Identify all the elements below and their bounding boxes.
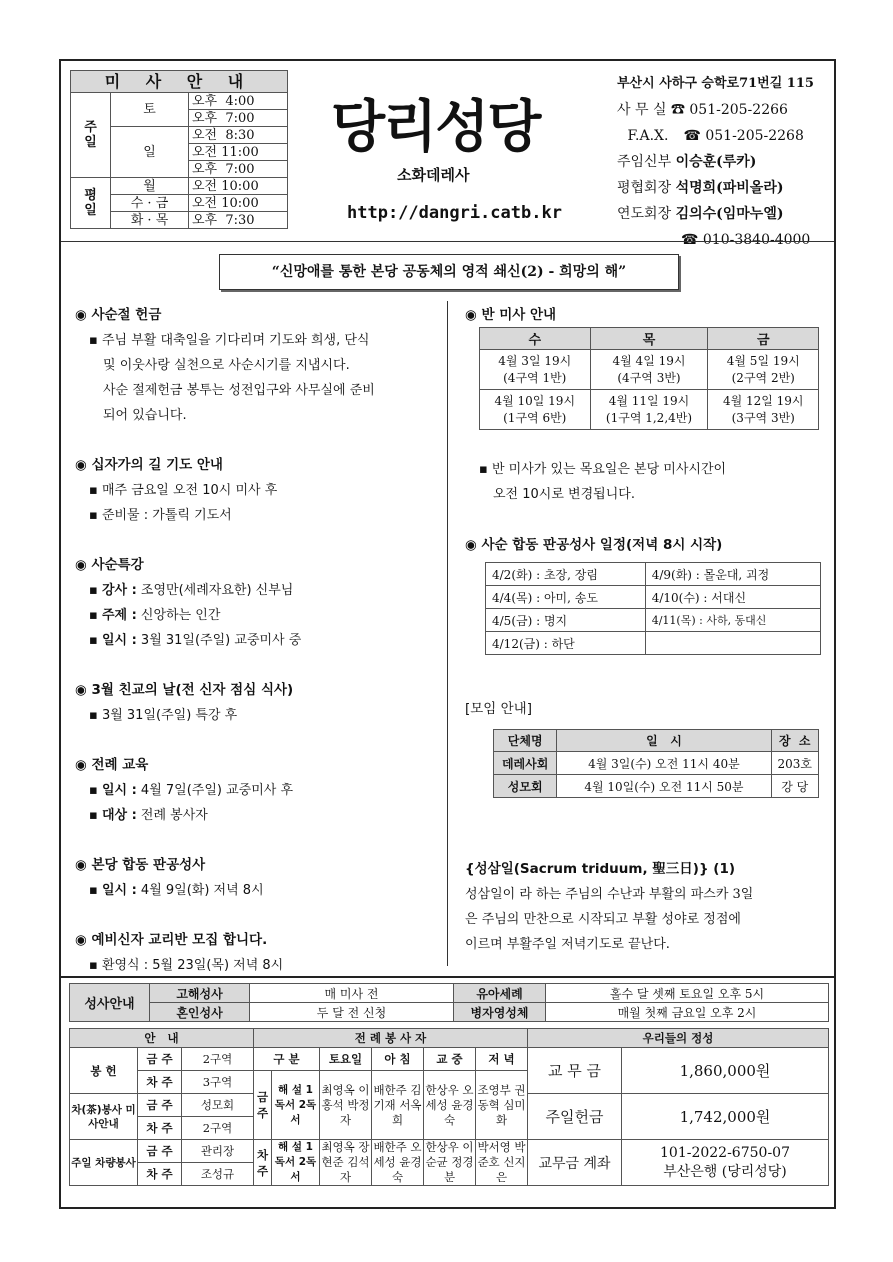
service-col-header: 토요일	[320, 1048, 372, 1071]
fax-phone: ☎ 051-205-2268	[683, 128, 804, 144]
guide-group: 주일 차량봉사	[70, 1140, 138, 1186]
account-number: 101-2022-6750-07	[660, 1144, 790, 1161]
mass-schedule-table	[70, 70, 288, 229]
mass-day: 수 · 금	[111, 195, 189, 212]
account-bank: 부산은행 (당리성당)	[663, 1163, 787, 1180]
penance-schedule-title: ◉ 사순 합동 판공성사 일정(저녁 8시 시작)	[465, 537, 723, 553]
guide-value: 관리장	[182, 1140, 254, 1163]
meeting-title: [모임 안내]	[465, 701, 532, 717]
stations-title: ◉ 십자가의 길 기도 안내	[75, 457, 223, 473]
offering-label: 교 무 금	[528, 1048, 622, 1094]
meeting-header: 장 소	[771, 730, 818, 752]
ban-mass-note: ▪ 반 미사가 있는 목요일은 본당 미사시간이 오전 10시로 변경됩니다.	[479, 462, 727, 502]
sacrament-name: 혼인성사	[150, 1003, 250, 1022]
catechumen-line: ▪ 환영식 : 5월 23일(목) 저녁 8시	[89, 958, 284, 973]
lent-offering-title: ◉ 사순절 헌금	[75, 307, 162, 323]
guide-value: 성모회	[182, 1094, 254, 1117]
service-col-header: 아 침	[372, 1048, 424, 1071]
parish-subtitle: 소화데레사	[397, 166, 470, 184]
mass-time: 오후 7:30	[189, 212, 288, 229]
liturgy-date: ▪ 일시 : 4월 7일(주일) 교중미사 후	[89, 783, 294, 798]
parish-url[interactable]: http://dangri.catb.kr	[347, 203, 562, 223]
mass-time: 오후 4:00	[189, 93, 288, 110]
stations-line: ▪ 매주 금요일 오전 10시 미사 후	[89, 483, 278, 498]
offering-value: 1,742,000원	[622, 1094, 829, 1140]
sacraments-label: 성사안내	[70, 984, 150, 1022]
penance-schedule-cell: 4/4(목) : 아미, 송도	[486, 586, 646, 609]
service-col-header: 구 분	[254, 1048, 320, 1071]
theme-banner: “신망애를 통한 본당 공동체의 영적 쇄신(2) - 희망의 해”	[219, 254, 679, 290]
meeting-place: 203호	[771, 752, 818, 775]
penance-schedule-cell: 4/9(화) : 몰운대, 괴정	[645, 563, 820, 586]
offering-header: 우리들의 정성	[528, 1029, 829, 1048]
guide-group: 차(茶)봉사 미사안내	[70, 1094, 138, 1140]
service-roles: 해 설 1독서 2독서	[272, 1071, 320, 1140]
office-row	[617, 97, 814, 123]
meeting-place: 강 당	[771, 775, 818, 798]
penance-schedule-cell: 4/5(금) : 명지	[486, 609, 646, 632]
sacrament-name: 유아세례	[454, 984, 546, 1003]
penance-schedule-cell: 4/2(화) : 초장, 장림	[486, 563, 646, 586]
guide-week: 차 주	[138, 1117, 182, 1140]
account-label: 교무금 계좌	[528, 1140, 622, 1186]
mass-time: 오전 10:00	[189, 195, 288, 212]
fax-label: F.A.X.	[627, 128, 669, 144]
fax-row	[617, 123, 814, 149]
triduum-title: {성삼일(Sacrum triduum, 聖三日)} (1)	[465, 861, 736, 877]
weekday-label: 평일	[71, 178, 111, 229]
sacrament-info: 매 미사 전	[250, 984, 454, 1003]
service-names: 한상우 이순균 정경분	[425, 1140, 474, 1184]
guide-value: 조성규	[182, 1163, 254, 1186]
meeting-group: 데레사회	[494, 752, 557, 775]
youth-phone: ☎ 010-3840-4000	[681, 232, 811, 248]
lecture-topic: ▪ 주제 : 신앙하는 인간	[89, 608, 221, 623]
sacrament-name: 고해성사	[150, 984, 250, 1003]
offering-value: 1,860,000원	[622, 1048, 829, 1094]
penance-schedule-cell	[645, 632, 820, 655]
ban-mass-cell: 4월 3일 19시 (4구역 1반)	[480, 350, 591, 390]
ban-mass-cell: 4월 12일 19시 (3구역 3반)	[708, 390, 819, 430]
lecture-date: ▪ 일시 : 3월 31일(주일) 교중미사 중	[89, 633, 302, 648]
contact-info	[617, 71, 814, 253]
service-names: 배한주 오세성 윤경숙	[373, 1140, 422, 1184]
mass-day: 화 · 목	[111, 212, 189, 229]
mass-day: 일	[111, 127, 189, 178]
stations-line: ▪ 준비물 : 가톨릭 기도서	[89, 508, 232, 523]
office-phone: ☎ 051-205-2266	[670, 102, 788, 118]
column-divider	[447, 301, 448, 966]
mass-time: 오전 10:00	[189, 178, 288, 195]
priest-label: 주임신부	[617, 154, 672, 170]
mass-time: 오전 8:30	[189, 127, 288, 144]
service-col-header: 저 녁	[476, 1048, 528, 1071]
catechumen-title: ◉ 예비신자 교리반 모집 합니다.	[75, 932, 268, 948]
lent-offering-line: 및 이웃사랑 실천으로 사순시기를 지냅시다.	[103, 358, 350, 373]
left-column	[75, 303, 441, 978]
service-col-header: 교 중	[424, 1048, 476, 1071]
penance-title: ◉ 본당 합동 판공성사	[75, 857, 206, 873]
council-name: 석명희(파비올라)	[675, 180, 784, 196]
youth-name: 김의수(임마누엘)	[675, 206, 784, 222]
sacrament-info: 두 달 전 신청	[250, 1003, 454, 1022]
next-week-label: 차 주	[254, 1140, 272, 1186]
mass-day: 월	[111, 178, 189, 195]
this-week-label: 금 주	[254, 1071, 272, 1140]
service-roles: 해 설 1독서 2독서	[272, 1140, 320, 1186]
penance-date: ▪ 일시 : 4월 9일(화) 저녁 8시	[89, 883, 264, 898]
office-label: 사 무 실	[617, 102, 667, 118]
guide-group: 봉 헌	[70, 1048, 138, 1094]
bottom-table	[69, 1028, 829, 1186]
lecture-title: ◉ 사순특강	[75, 557, 144, 573]
guide-value: 2구역	[182, 1048, 254, 1071]
priest-row	[617, 149, 814, 175]
mass-time: 오후 7:00	[189, 110, 288, 127]
service-names: 최영옥 이홍석 박정자	[320, 1071, 372, 1140]
parish-title: 당리성당	[331, 95, 540, 160]
triduum-text: 성삼일이 라 하는 주님의 수난과 부활의 파스카 3일 은 주님의 만찬으로 시작되고 부활 성야로 정점에 이르며 부활주일 저녁기도로 끝난다.	[465, 887, 754, 952]
fellowship-line: ▪ 3월 31일(주일) 특강 후	[89, 708, 238, 723]
fellowship-title: ◉ 3월 친교의 날(전 신자 점심 식사)	[75, 682, 294, 698]
council-row	[617, 175, 814, 201]
service-names: 박서영 박준호 신지은	[477, 1140, 526, 1184]
sunday-label: 주일	[71, 93, 111, 178]
mass-time: 오후 7:00	[189, 161, 288, 178]
ban-mass-title: ◉ 반 미사 안내	[465, 307, 557, 323]
guide-week: 금 주	[138, 1048, 182, 1071]
address: 부산시 사하구 승학로71번길 115	[617, 76, 814, 91]
meeting-group: 성모회	[494, 775, 557, 798]
guide-week: 금 주	[138, 1094, 182, 1117]
lecture-speaker: ▪ 강사 : 조영만(세례자요한) 신부님	[89, 583, 294, 598]
ban-mass-cell: 4월 10일 19시 (1구역 6반)	[480, 390, 591, 430]
penance-schedule-table	[485, 562, 821, 655]
sacrament-name: 병자영성체	[454, 1003, 546, 1022]
guide-week: 차 주	[138, 1163, 182, 1186]
meeting-time: 4월 3일(수) 오전 11시 40분	[557, 752, 771, 775]
ban-mass-cell: 4월 5일 19시 (2구역 2반)	[708, 350, 819, 390]
footer-divider	[61, 976, 834, 978]
ban-mass-header: 목	[590, 328, 708, 350]
sacraments-table	[69, 983, 829, 1022]
service-names: 배한주 김기재 서옥희	[372, 1071, 424, 1140]
sacrament-info: 홀수 달 셋째 토요일 오후 5시	[546, 984, 829, 1003]
triduum-section	[465, 857, 827, 957]
service-names: 최영옥 장현준 김석자	[321, 1140, 370, 1184]
penance-schedule-cell: 4/10(수) : 서대신	[645, 586, 820, 609]
liturgy-target: ▪ 대상 : 전례 봉사자	[89, 808, 208, 823]
ban-mass-cell: 4월 11일 19시 (1구역 1,2,4반)	[590, 390, 708, 430]
mass-day: 토	[111, 93, 189, 127]
youth-label: 연도회장	[617, 206, 672, 222]
meeting-header: 일 시	[557, 730, 771, 752]
guide-value: 2구역	[182, 1117, 254, 1140]
guide-week: 차 주	[138, 1071, 182, 1094]
mass-time: 오전 11:00	[189, 144, 288, 161]
guide-week: 금 주	[138, 1140, 182, 1163]
lent-offering-line: 되어 있습니다.	[103, 408, 187, 423]
penance-schedule-cell: 4/12(금) : 하단	[486, 632, 646, 655]
offering-label: 주일헌금	[528, 1094, 622, 1140]
council-label: 평협회장	[617, 180, 672, 196]
account-info	[622, 1140, 829, 1186]
ban-mass-cell: 4월 4일 19시 (4구역 3반)	[590, 350, 708, 390]
service-names: 한상우 오세성 윤경숙	[424, 1071, 476, 1140]
service-names: 조영부 권동혁 심미화	[476, 1071, 528, 1140]
guide-header: 안 내	[70, 1029, 254, 1048]
bulletin-page	[59, 59, 836, 1209]
lent-offering-line: ▪ 주님 부활 대축일을 기다리며 기도와 희생, 단식	[89, 333, 370, 348]
mass-schedule-title: 미 사 안 내	[71, 71, 288, 93]
meeting-header: 단체명	[494, 730, 557, 752]
ban-mass-header: 수	[480, 328, 591, 350]
ban-mass-header: 금	[708, 328, 819, 350]
meeting-time: 4월 10일(수) 오전 11시 50분	[557, 775, 771, 798]
sacrament-info: 매월 첫째 금요일 오후 2시	[546, 1003, 829, 1022]
service-header: 전 례 봉 사 자	[254, 1029, 528, 1048]
priest-name: 이승훈(루카)	[675, 154, 757, 170]
liturgy-title: ◉ 전례 교육	[75, 757, 149, 773]
lent-offering-line: 사순 절제헌금 봉투는 성전입구와 사무실에 준비	[103, 383, 375, 398]
guide-value: 3구역	[182, 1071, 254, 1094]
youth-row	[617, 201, 814, 227]
penance-schedule-cell: 4/11(목) : 사하, 동대신	[645, 609, 820, 632]
ban-mass-table	[479, 327, 819, 430]
meeting-table	[493, 729, 819, 798]
header-divider	[61, 241, 834, 242]
